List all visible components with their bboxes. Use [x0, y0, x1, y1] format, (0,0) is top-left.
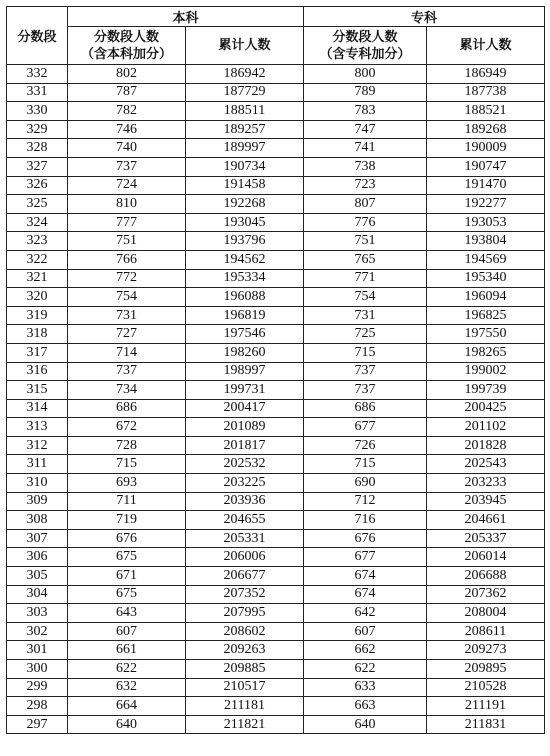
cell-undergrad-count: 714 [68, 343, 186, 362]
cell-score: 316 [7, 362, 68, 381]
cell-junior-cumulative: 186949 [427, 65, 545, 84]
cell-undergrad-count: 675 [68, 585, 186, 604]
cell-undergrad-cumulative: 211181 [186, 697, 304, 716]
cell-score: 309 [7, 492, 68, 511]
cell-undergrad-count: 746 [68, 120, 186, 139]
cell-junior-cumulative: 203233 [427, 474, 545, 493]
cell-undergrad-cumulative: 199731 [186, 381, 304, 400]
cell-score: 324 [7, 213, 68, 232]
cell-junior-cumulative: 203945 [427, 492, 545, 511]
cell-score: 308 [7, 511, 68, 530]
cell-score: 317 [7, 343, 68, 362]
header-score-segment: 分数段 [7, 7, 68, 65]
cell-junior-count: 807 [304, 195, 427, 214]
cell-undergrad-cumulative: 209885 [186, 660, 304, 679]
cell-undergrad-count: 676 [68, 529, 186, 548]
table-header [7, 7, 545, 65]
cell-undergrad-count: 664 [68, 697, 186, 716]
cell-undergrad-cumulative: 207352 [186, 585, 304, 604]
cell-junior-cumulative: 193053 [427, 213, 545, 232]
cell-score: 298 [7, 697, 68, 716]
cell-undergrad-count: 672 [68, 418, 186, 437]
cell-score: 311 [7, 455, 68, 474]
cell-junior-count: 771 [304, 269, 427, 288]
cell-junior-count: 677 [304, 418, 427, 437]
cell-score: 303 [7, 604, 68, 623]
cell-score: 331 [7, 83, 68, 102]
table-row [7, 399, 545, 418]
cell-undergrad-cumulative: 193796 [186, 232, 304, 251]
header-undergrad-count-line1: 分数段人数 [93, 29, 159, 45]
cell-junior-cumulative: 189268 [427, 120, 545, 139]
cell-undergrad-cumulative: 198997 [186, 362, 304, 381]
cell-undergrad-cumulative: 206677 [186, 567, 304, 586]
table-row [7, 715, 545, 734]
cell-undergrad-count: 751 [68, 232, 186, 251]
cell-score: 325 [7, 195, 68, 214]
cell-undergrad-count: 686 [68, 399, 186, 418]
cell-score: 327 [7, 157, 68, 176]
cell-undergrad-cumulative: 196088 [186, 288, 304, 307]
cell-junior-count: 737 [304, 362, 427, 381]
table-row [7, 567, 545, 586]
table-row [7, 548, 545, 567]
cell-junior-cumulative: 211191 [427, 697, 545, 716]
table-row [7, 120, 545, 139]
cell-junior-count: 686 [304, 399, 427, 418]
table-row [7, 269, 545, 288]
cell-junior-count: 754 [304, 288, 427, 307]
header-junior-cumulative: 累计人数 [427, 27, 545, 65]
cell-undergrad-count: 622 [68, 660, 186, 679]
header-junior-count [304, 27, 427, 65]
cell-undergrad-cumulative: 203225 [186, 474, 304, 493]
cell-undergrad-cumulative: 186942 [186, 65, 304, 84]
table-row [7, 325, 545, 344]
cell-junior-count: 663 [304, 697, 427, 716]
cell-junior-cumulative: 200425 [427, 399, 545, 418]
cell-undergrad-count: 754 [68, 288, 186, 307]
table-row [7, 343, 545, 362]
cell-undergrad-count: 737 [68, 362, 186, 381]
cell-junior-cumulative: 196825 [427, 306, 545, 325]
table-row [7, 306, 545, 325]
cell-undergrad-cumulative: 209263 [186, 641, 304, 660]
cell-score: 304 [7, 585, 68, 604]
cell-junior-count: 741 [304, 139, 427, 158]
cell-junior-cumulative: 193804 [427, 232, 545, 251]
cell-undergrad-count: 734 [68, 381, 186, 400]
cell-junior-count: 751 [304, 232, 427, 251]
table-row [7, 362, 545, 381]
table-row [7, 622, 545, 641]
cell-junior-count: 690 [304, 474, 427, 493]
cell-undergrad-count: 724 [68, 176, 186, 195]
cell-undergrad-count: 766 [68, 250, 186, 269]
cell-junior-cumulative: 207362 [427, 585, 545, 604]
table-row [7, 678, 545, 697]
cell-score: 329 [7, 120, 68, 139]
cell-junior-cumulative: 202543 [427, 455, 545, 474]
cell-undergrad-cumulative: 202532 [186, 455, 304, 474]
cell-junior-count: 674 [304, 567, 427, 586]
cell-score: 321 [7, 269, 68, 288]
cell-junior-count: 726 [304, 436, 427, 455]
cell-junior-cumulative: 198265 [427, 343, 545, 362]
table-row [7, 381, 545, 400]
cell-undergrad-cumulative: 207995 [186, 604, 304, 623]
cell-undergrad-count: 607 [68, 622, 186, 641]
cell-score: 319 [7, 306, 68, 325]
cell-junior-count: 633 [304, 678, 427, 697]
cell-undergrad-count: 675 [68, 548, 186, 567]
cell-undergrad-count: 693 [68, 474, 186, 493]
cell-junior-cumulative: 197550 [427, 325, 545, 344]
cell-junior-count: 716 [304, 511, 427, 530]
cell-undergrad-count: 731 [68, 306, 186, 325]
cell-score: 306 [7, 548, 68, 567]
table-row [7, 697, 545, 716]
cell-junior-cumulative: 206014 [427, 548, 545, 567]
header-junior-count-line2: （含专科加分） [319, 46, 411, 62]
table-row [7, 157, 545, 176]
cell-undergrad-cumulative: 203936 [186, 492, 304, 511]
cell-score: 312 [7, 436, 68, 455]
cell-junior-count: 676 [304, 529, 427, 548]
cell-junior-count: 607 [304, 622, 427, 641]
table-row [7, 102, 545, 121]
cell-score: 302 [7, 622, 68, 641]
cell-junior-cumulative: 199739 [427, 381, 545, 400]
cell-junior-count: 783 [304, 102, 427, 121]
cell-junior-count: 725 [304, 325, 427, 344]
cell-score: 313 [7, 418, 68, 437]
cell-score: 300 [7, 660, 68, 679]
cell-undergrad-cumulative: 208602 [186, 622, 304, 641]
cell-junior-count: 747 [304, 120, 427, 139]
cell-junior-cumulative: 196094 [427, 288, 545, 307]
cell-score: 301 [7, 641, 68, 660]
cell-junior-count: 737 [304, 381, 427, 400]
cell-undergrad-cumulative: 201089 [186, 418, 304, 437]
header-junior: 专科 [304, 7, 545, 27]
table-row [7, 65, 545, 84]
cell-junior-cumulative: 210528 [427, 678, 545, 697]
cell-undergrad-count: 719 [68, 511, 186, 530]
table-row [7, 474, 545, 493]
cell-junior-cumulative: 195340 [427, 269, 545, 288]
table-row [7, 139, 545, 158]
table-row [7, 195, 545, 214]
cell-undergrad-cumulative: 189257 [186, 120, 304, 139]
table-row [7, 585, 545, 604]
table-row [7, 660, 545, 679]
table-row [7, 213, 545, 232]
cell-junior-cumulative: 188521 [427, 102, 545, 121]
cell-junior-cumulative: 209895 [427, 660, 545, 679]
cell-undergrad-cumulative: 196819 [186, 306, 304, 325]
cell-undergrad-count: 643 [68, 604, 186, 623]
cell-junior-cumulative: 192277 [427, 195, 545, 214]
cell-junior-count: 640 [304, 715, 427, 734]
cell-undergrad-count: 787 [68, 83, 186, 102]
cell-undergrad-count: 632 [68, 678, 186, 697]
cell-junior-cumulative: 209273 [427, 641, 545, 660]
cell-score: 314 [7, 399, 68, 418]
score-distribution-table-container [6, 6, 545, 734]
cell-junior-cumulative: 190747 [427, 157, 545, 176]
cell-junior-cumulative: 201828 [427, 436, 545, 455]
cell-undergrad-count: 777 [68, 213, 186, 232]
cell-undergrad-count: 772 [68, 269, 186, 288]
cell-score: 326 [7, 176, 68, 195]
cell-undergrad-count: 727 [68, 325, 186, 344]
cell-undergrad-count: 640 [68, 715, 186, 734]
cell-undergrad-cumulative: 190734 [186, 157, 304, 176]
cell-undergrad-count: 728 [68, 436, 186, 455]
cell-junior-cumulative: 204661 [427, 511, 545, 530]
cell-undergrad-cumulative: 193045 [186, 213, 304, 232]
table-row [7, 604, 545, 623]
cell-undergrad-cumulative: 187729 [186, 83, 304, 102]
cell-junior-count: 789 [304, 83, 427, 102]
cell-undergrad-cumulative: 194562 [186, 250, 304, 269]
cell-undergrad-count: 740 [68, 139, 186, 158]
table-row [7, 529, 545, 548]
table-row [7, 492, 545, 511]
cell-undergrad-count: 715 [68, 455, 186, 474]
cell-junior-count: 731 [304, 306, 427, 325]
cell-junior-cumulative: 205337 [427, 529, 545, 548]
cell-junior-count: 738 [304, 157, 427, 176]
cell-junior-count: 765 [304, 250, 427, 269]
table-row [7, 250, 545, 269]
table-row [7, 83, 545, 102]
cell-score: 323 [7, 232, 68, 251]
cell-junior-cumulative: 194569 [427, 250, 545, 269]
header-undergrad-count-line2: （含本科加分） [80, 46, 172, 62]
cell-junior-count: 677 [304, 548, 427, 567]
cell-undergrad-cumulative: 200417 [186, 399, 304, 418]
header-junior-count-line1: 分数段人数 [332, 29, 398, 45]
cell-undergrad-cumulative: 201817 [186, 436, 304, 455]
cell-undergrad-cumulative: 205331 [186, 529, 304, 548]
cell-undergrad-count: 737 [68, 157, 186, 176]
cell-undergrad-cumulative: 197546 [186, 325, 304, 344]
table-body [7, 65, 545, 734]
cell-undergrad-cumulative: 204655 [186, 511, 304, 530]
cell-undergrad-cumulative: 191458 [186, 176, 304, 195]
cell-undergrad-cumulative: 198260 [186, 343, 304, 362]
cell-junior-count: 622 [304, 660, 427, 679]
table-row [7, 176, 545, 195]
cell-undergrad-cumulative: 188511 [186, 102, 304, 121]
table-row [7, 418, 545, 437]
cell-score: 318 [7, 325, 68, 344]
cell-junior-count: 715 [304, 455, 427, 474]
cell-score: 299 [7, 678, 68, 697]
cell-score: 322 [7, 250, 68, 269]
cell-junior-count: 723 [304, 176, 427, 195]
cell-junior-cumulative: 201102 [427, 418, 545, 437]
table-row [7, 455, 545, 474]
cell-score: 320 [7, 288, 68, 307]
table-row [7, 436, 545, 455]
cell-undergrad-count: 711 [68, 492, 186, 511]
header-undergrad-count [68, 27, 186, 65]
cell-score: 305 [7, 567, 68, 586]
cell-junior-count: 642 [304, 604, 427, 623]
cell-undergrad-cumulative: 192268 [186, 195, 304, 214]
cell-junior-cumulative: 206688 [427, 567, 545, 586]
cell-score: 332 [7, 65, 68, 84]
table-row [7, 288, 545, 307]
cell-junior-cumulative: 190009 [427, 139, 545, 158]
header-undergrad-cumulative: 累计人数 [186, 27, 304, 65]
cell-junior-cumulative: 208004 [427, 604, 545, 623]
cell-junior-cumulative: 187738 [427, 83, 545, 102]
table-row [7, 232, 545, 251]
cell-junior-count: 776 [304, 213, 427, 232]
cell-undergrad-cumulative: 211821 [186, 715, 304, 734]
cell-score: 328 [7, 139, 68, 158]
cell-junior-cumulative: 191470 [427, 176, 545, 195]
cell-score: 307 [7, 529, 68, 548]
header-undergrad: 本科 [68, 7, 304, 27]
cell-junior-count: 674 [304, 585, 427, 604]
cell-junior-count: 662 [304, 641, 427, 660]
score-distribution-table [6, 6, 545, 734]
cell-undergrad-cumulative: 189997 [186, 139, 304, 158]
cell-junior-cumulative: 208611 [427, 622, 545, 641]
cell-undergrad-cumulative: 195334 [186, 269, 304, 288]
table-row [7, 511, 545, 530]
cell-junior-count: 800 [304, 65, 427, 84]
cell-junior-count: 712 [304, 492, 427, 511]
cell-undergrad-cumulative: 206006 [186, 548, 304, 567]
cell-score: 297 [7, 715, 68, 734]
cell-score: 330 [7, 102, 68, 121]
cell-undergrad-count: 661 [68, 641, 186, 660]
cell-undergrad-count: 782 [68, 102, 186, 121]
cell-junior-count: 715 [304, 343, 427, 362]
cell-undergrad-cumulative: 210517 [186, 678, 304, 697]
cell-junior-cumulative: 211831 [427, 715, 545, 734]
table-row [7, 641, 545, 660]
cell-score: 315 [7, 381, 68, 400]
cell-junior-cumulative: 199002 [427, 362, 545, 381]
cell-score: 310 [7, 474, 68, 493]
cell-undergrad-count: 810 [68, 195, 186, 214]
cell-undergrad-count: 671 [68, 567, 186, 586]
cell-undergrad-count: 802 [68, 65, 186, 84]
